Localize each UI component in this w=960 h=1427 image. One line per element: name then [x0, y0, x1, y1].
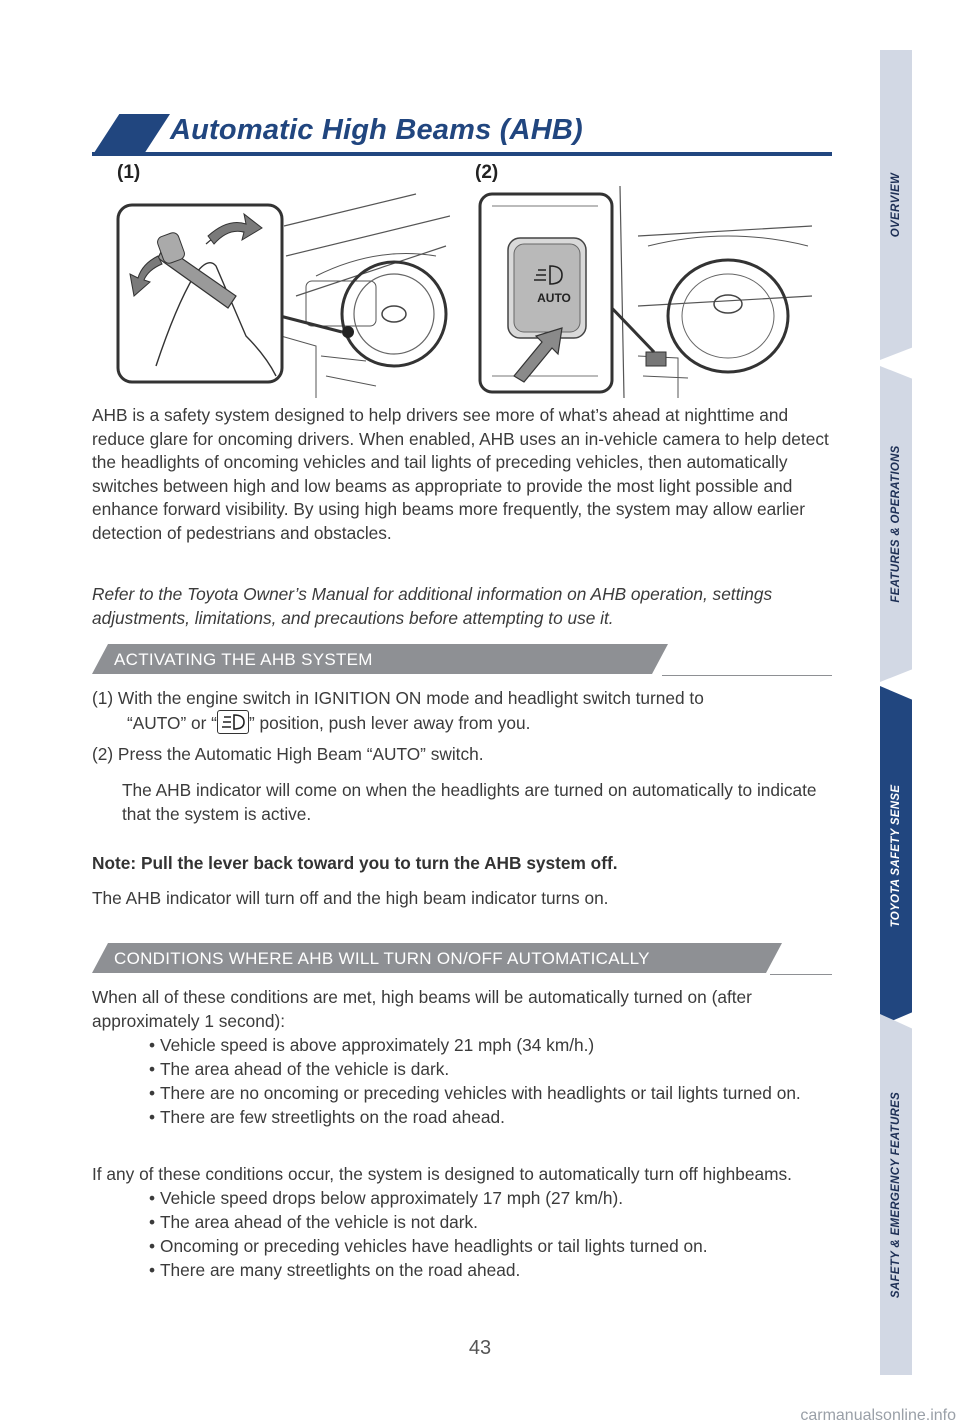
- step-2: [92, 742, 832, 766]
- step-1-line-2: [92, 710, 832, 735]
- step-2-text: (2) Press the Automatic High Beam “AUTO” switch.: [92, 744, 484, 764]
- side-tab-label: TOYOTA SAFETY SENSE: [890, 784, 902, 928]
- list-item: • There are few streetlights on the road ahead.: [92, 1105, 832, 1129]
- owners-manual-note: [92, 583, 832, 630]
- list-item: • The area ahead of the vehicle is dark.: [92, 1057, 832, 1081]
- title-rule: [92, 152, 832, 156]
- title-accent-shape: [92, 114, 170, 156]
- conditions-off-list: [92, 1186, 832, 1282]
- side-tab-label: FEATURES & OPERATIONS: [890, 445, 902, 603]
- section-banner-activating: [92, 644, 832, 674]
- step-1-line-1: (1) With the engine switch in IGNITION ON mode and headlight switch turned to: [92, 688, 704, 708]
- step-1: [92, 686, 832, 735]
- list-item: • Oncoming or preceding vehicles have headlights or tail lights turned on.: [92, 1234, 832, 1258]
- section-heading-activating: ACTIVATING THE AHB SYSTEM: [114, 650, 373, 669]
- note-text: Note: Pull the lever back toward you to turn the AHB system off.: [92, 853, 618, 873]
- side-tab-toyota-safety-sense[interactable]: [880, 686, 912, 1026]
- list-item: • There are no oncoming or preceding vehicles with headlights or tail lights turned on.: [92, 1081, 832, 1105]
- list-item: • The area ahead of the vehicle is not dark.: [92, 1210, 832, 1234]
- step-1-suffix: ” position, push lever away from you.: [248, 713, 531, 733]
- headlight-auto-icon: [217, 710, 249, 734]
- side-tab-features-operations[interactable]: [880, 366, 912, 682]
- side-tab-overview[interactable]: [880, 50, 912, 360]
- side-nav: [880, 50, 912, 1375]
- conditions-off-intro: If any of these conditions occur, the system is designed to automatically turn off highbeams.: [92, 1164, 792, 1184]
- conditions-on-list: [92, 1033, 832, 1129]
- conditions-off: [92, 1162, 832, 1282]
- figure-label-1: (1): [117, 162, 141, 183]
- step-1-prefix: “AUTO” or “: [127, 713, 217, 733]
- page-title: Automatic High Beams (AHB): [170, 114, 583, 146]
- auto-switch-label: AUTO: [537, 291, 571, 305]
- after-note-text: The AHB indicator will turn off and the high beam indicator turns on.: [92, 888, 609, 908]
- watermark: carmanualsonline.info: [800, 1407, 956, 1424]
- page-header: [92, 104, 832, 156]
- figure-auto-switch-illustration: [478, 186, 812, 398]
- section-heading-conditions: CONDITIONS WHERE AHB WILL TURN ON/OFF AUTOMATICALLY: [114, 949, 650, 968]
- step-2-detail-text: The AHB indicator will come on when the headlights are turned on automatically to indicate that the system is active.: [122, 780, 817, 824]
- step-2-detail: [92, 778, 832, 826]
- reference-text: Refer to the Toyota Owner’s Manual for additional information on AHB operation, settings adjustments, limitations, and precautions before attempting to use it.: [92, 584, 773, 628]
- side-tab-safety-emergency[interactable]: [880, 1014, 912, 1375]
- figure-lever-illustration: [116, 186, 450, 398]
- section-banner-conditions: [92, 943, 832, 973]
- banner-rule: [662, 675, 832, 676]
- conditions-on: [92, 985, 832, 1129]
- intro-text: AHB is a safety system designed to help drivers see more of what’s ahead at nighttime and reduce glare for oncoming drivers. When enabled, AHB uses an in-vehicle camera to help detect the headlights of oncoming vehicles and tail lights of preceding vehicles, then automatically switches between high and low beams as appropriate to provide the most light possible and enhance forward visibility. By using high beams more frequently, the system may allow earlier detection of pedestrians and obstacles.: [92, 405, 829, 543]
- page-number: 43: [468, 1337, 492, 1359]
- side-tab-label: SAFETY & EMERGENCY FEATURES: [890, 1091, 902, 1298]
- side-tab-label: OVERVIEW: [890, 172, 902, 238]
- list-item: • Vehicle speed is above approximately 21 mph (34 km/h.): [92, 1033, 832, 1057]
- intro-paragraph: [92, 404, 832, 545]
- list-item: • Vehicle speed drops below approximately 17 mph (27 km/h).: [92, 1186, 832, 1210]
- banner-rule: [770, 974, 832, 975]
- figure-label-2: (2): [475, 162, 499, 183]
- conditions-on-intro: When all of these conditions are met, high beams will be automatically turned on (after approximately 1 second):: [92, 987, 752, 1031]
- list-item: • There are many streetlights on the road ahead.: [92, 1258, 832, 1282]
